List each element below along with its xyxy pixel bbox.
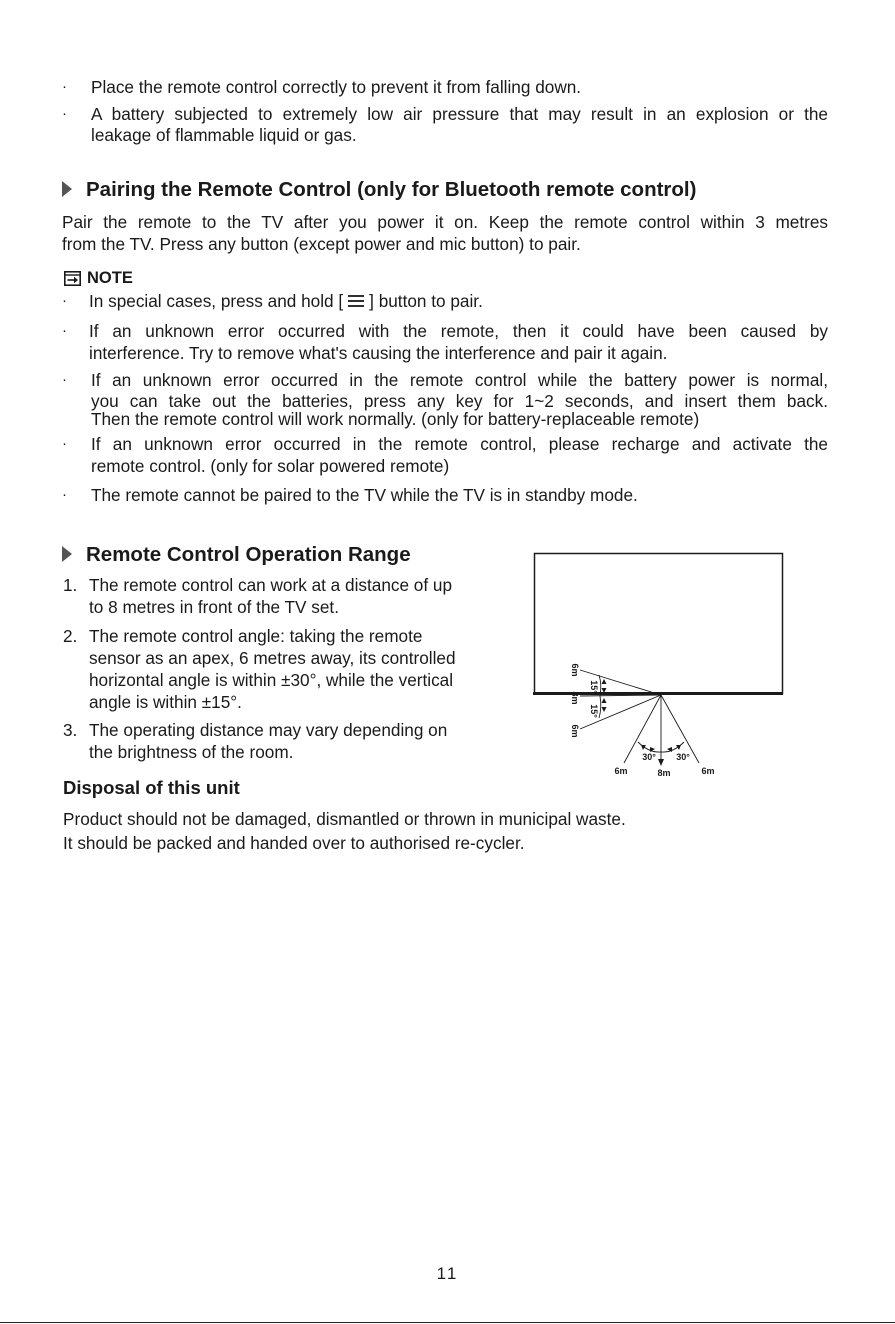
bullet-dot: ·	[62, 435, 67, 452]
h-left-distance: 6m	[614, 766, 628, 776]
note-3-line1: If an unknown error occurred in the remote control while the battery power is normal,	[91, 370, 828, 390]
range-item-3-line1: The operating distance may vary depending on	[89, 720, 448, 740]
bullet-dot: ·	[62, 322, 67, 339]
range-item-1-line1: The remote control can work at a distance of up	[89, 575, 453, 595]
bullet-battery-text-line1: A battery subjected to extremely low air pressure that may result in an explosion or the	[91, 104, 828, 124]
h-right-distance: 6m	[701, 766, 715, 776]
v-top-distance: 6m	[570, 663, 580, 677]
bullet-fall-text: Place the remote control correctly to prevent it from falling down.	[91, 77, 582, 97]
page-number: 11	[436, 1264, 459, 1283]
range-item-2-line1: The remote control angle: taking the remote	[89, 626, 423, 646]
v-angle-bottom: 15°	[589, 704, 599, 718]
range-item-2-line4: angle is within ±15°.	[89, 692, 242, 712]
pairing-para-line1: Pair the remote to the TV after you power it on. Keep the remote control within 3 metres	[62, 212, 828, 232]
note-1-text-a: In special cases, press and hold [	[89, 291, 344, 311]
range-item-2-number: 2.	[63, 626, 78, 646]
bullet-dot: ·	[62, 486, 67, 503]
bullet-dot: ·	[62, 371, 67, 388]
range-heading-text: Remote Control Operation Range	[86, 543, 411, 566]
note-1-text-b: ] button to pair.	[369, 291, 483, 311]
range-item-2-line2: sensor as an apex, 6 metres away, its controlled	[89, 648, 456, 668]
note-4-line1: If an unknown error occurred in the remote control, please recharge and activate the	[91, 434, 828, 454]
disposal-line2: It should be packed and handed over to authorised re-cycler.	[63, 833, 525, 853]
h-angle-right: 30°	[676, 752, 690, 762]
range-item-2-line3: horizontal angle is within ±30°, while the vertical	[89, 670, 454, 690]
h-angle-left: 30°	[642, 752, 656, 762]
range-item-3-line2: the brightness of the room.	[89, 742, 294, 762]
range-item-3-number: 3.	[63, 720, 78, 740]
bottom-rule	[0, 1322, 895, 1323]
note-2-line2: interference. Try to remove what's causing the interference and pair it again.	[89, 343, 668, 363]
range-item-1-line2: to 8 metres in front of the TV set.	[89, 597, 339, 617]
v-angle-top: 15°	[589, 680, 599, 694]
bullet-dot: ·	[62, 292, 67, 309]
range-item-1-number: 1.	[63, 575, 78, 595]
pairing-heading-text: Pairing the Remote Control (only for Bluetooth remote control)	[86, 178, 697, 201]
note-3-line3: Then the remote control will work normally. (only for battery-replaceable remote)	[91, 409, 700, 429]
bullet-dot: ·	[62, 105, 67, 122]
disposal-line1: Product should not be damaged, dismantled or thrown in municipal waste.	[63, 809, 626, 829]
note-3-line2: you can take out the batteries, press any key for 1~2 seconds, and insert them back.	[91, 391, 828, 411]
h-mid-distance: 8m	[657, 768, 671, 778]
note-4-line2: remote control. (only for solar powered remote)	[91, 456, 450, 476]
bullet-battery-text-line2: leakage of flammable liquid or gas.	[91, 125, 357, 145]
bullet-dot: ·	[62, 78, 67, 95]
note-2-line1: If an unknown error occurred with the remote, then it could have been caused by	[89, 321, 828, 341]
v-bot-distance: 6m	[570, 724, 580, 738]
disposal-heading: Disposal of this unit	[63, 777, 240, 798]
v-mid-distance: 8m	[570, 691, 580, 705]
pairing-para-line2: from the TV. Press any button (except power and mic button) to pair.	[62, 234, 581, 254]
note-5: The remote cannot be paired to the TV while the TV is in standby mode.	[91, 485, 638, 505]
note-label: NOTE	[87, 268, 133, 287]
